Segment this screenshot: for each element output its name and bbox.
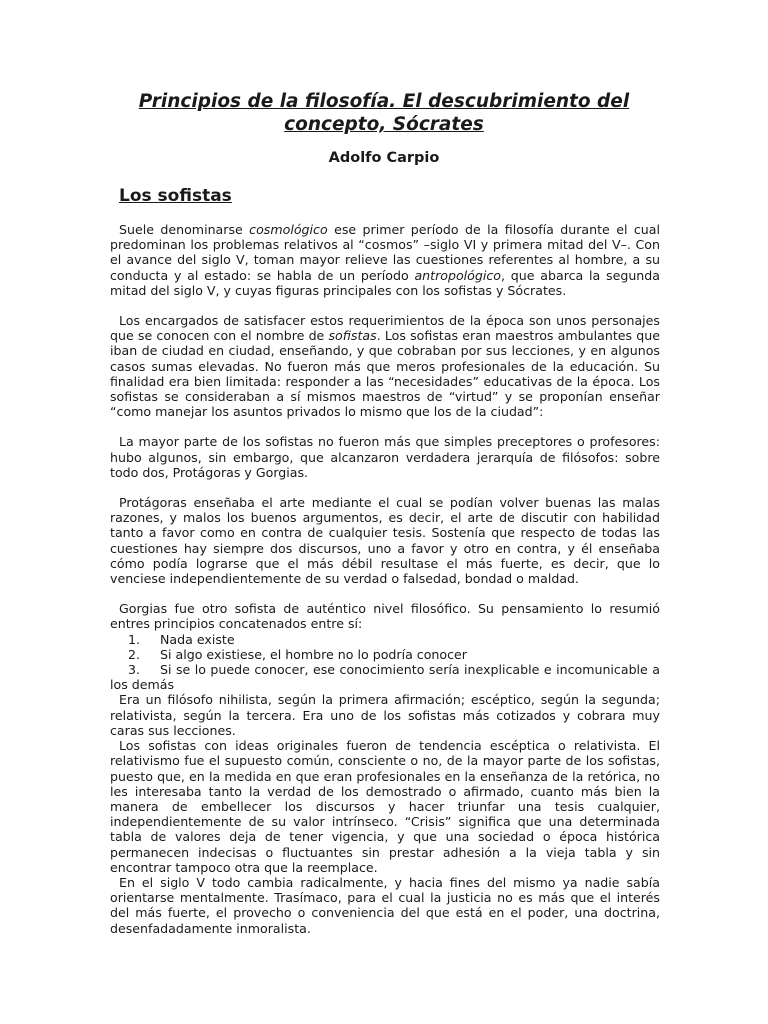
paragraph-gorgias: Gorgias fue otro sofista de auténtico nivel filosófico. Su pensamiento lo resumió entres principios concatenados entre sí: [110,601,660,632]
paragraph-protagoras: Protágoras enseñaba el arte mediante el cual se podían volver buenas las malas razones, y malos los buenos argumentos, es decir, el arte de discutir con habilidad tanto a favor como en contra de cualquier tesis. Sostenía que respecto de todas las cuestiones hay siempre dos discursos, uno a favor y otro en contra, y él enseñaba cómo podía lograrse que el más débil resultase el más fuerte, es decir, que lo venciese independientemente de su verdad o falsedad, bondad o maldad. [110,495,660,587]
paragraph-siglo-v: En el siglo V todo cambia radicalmente, y hacia fines del mismo ya nadie sabía orientarse mentalmente. Trasímaco, para el cual la justicia no es más que el interés del más fuerte, el provecho o conveniencia del que está en el poder, una doctrina, desenfadadamente inmoralista. [110,874,660,936]
paragraph-cosmologico: Suele denominarse cosmológico ese primer período de la filosofía durante el cual predominan los problemas relativos al “cosmos” –siglo VI y primera mitad del V–. Con el avance del siglo V, toman mayor relieve las cuestiones referentes al hombre, a su conducta y al estado: se habla de un período antropológico, que abarca la segunda mitad del siglo V, y cuyas figuras principales con los sofistas y Sócrates. [110,222,660,298]
emphasis-cosmologico: cosmológico [249,222,328,237]
emphasis-antropologico: antropológico [414,267,501,283]
paragraph-preceptores: La mayor parte de los sofistas no fueron más que simples preceptores o profesores: hubo algunos, sin embargo, que alcanzaron verdadera jerarquía de filósofos: sobre todo dos, Protágoras y Gorgias. [110,434,660,480]
document-title: Principios de la filosofía. El descubrimiento del concepto, Sócrates [138,91,630,135]
list-item: 3. Si se lo puede conocer, ese conocimiento sería inexplicable e incomunicable a los demás [110,662,660,693]
paragraph-relativismo: Los sofistas con ideas originales fueron de tendencia escéptica o relativista. El relativismo fue el supuesto común, consciente o no, de la mayor parte de los sofistas, puesto que, en la medida en que eran profesionales en la enseñanza de la retórica, no les interesaba tanto la verdad de los demostrado o afirmado, cuanto más bien la manera de embellecer los discursos y hacer triunfar una tesis cualquier, independientemente de su valor intrínseco. “Crisis” significa que una determinada tabla de valores deja de tener vigencia, y que una sociedad o época histórica permanecen indecisas o fluctuantes sin prestar adhesión a la vieja tabla y sin encontrar tampoco otra que la reemplace. [110,738,660,875]
list-item: 2. Si algo existiese, el hombre no lo podría conocer [128,646,467,662]
paragraph-nihilista: Era un filósofo nihilista, según la primera afirmación; escéptico, según la segunda; relativista, según la tercera. Era uno de los sofistas más cotizados y cobrara muy caras sus lecciones. [110,692,660,738]
emphasis-sofistas: sofistas [328,328,377,344]
list-item: 1. Nada existe [128,631,235,647]
author-name: Adolfo Carpio [328,150,440,166]
section-heading: Los sofistas [119,186,232,206]
paragraph-sofistas: Los encargados de satisfacer estos requerimientos de la época son unos personajes que se conocen con el nombre de sofistas. Los sofistas eran maestros ambulantes que iban de ciudad en ciudad, enseñando, y que cobraban por sus lecciones, y en algunos casos sumas elevadas. No fueron más que meros profesionales de la educación. Su finalidad era bien limitada: responder a las “necesidades” educativas de la época. Los sofistas se consideraban a sí mismos maestros de “virtud” y se proponían enseñar “como manejar los asuntos privados lo mismo que los de la ciudad”: [110,313,660,420]
principles-list [110,632,660,693]
document-body [110,222,660,936]
